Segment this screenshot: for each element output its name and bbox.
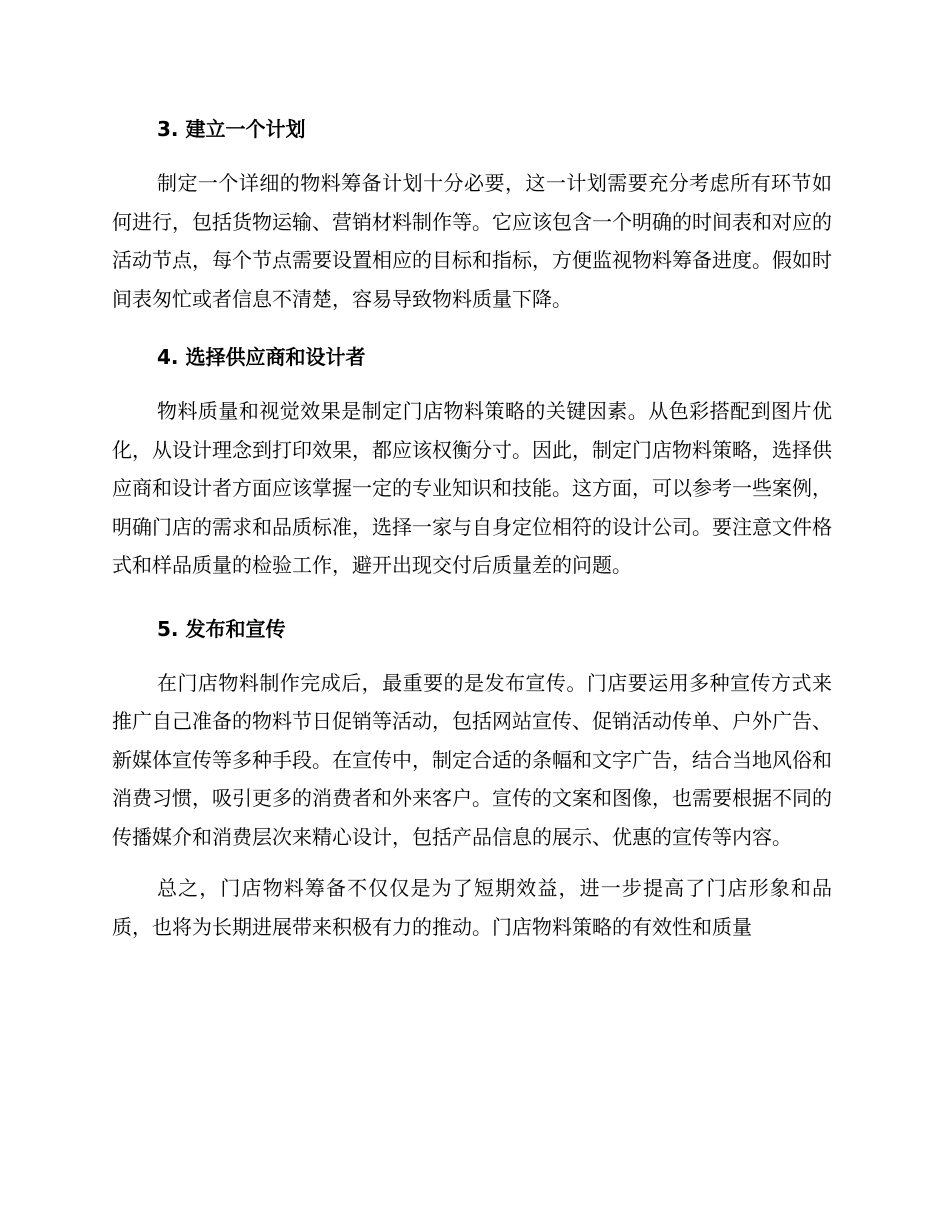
section-heading-suppliers: 4. 选择供应商和设计者 — [157, 345, 366, 369]
conclusion-paragraph: 总之，门店物料筹备不仅仅是为了短期效益，进一步提高了门店形象和品质，也将为长期进展带来积极有力的推动。门店物料策略的有效性和质量 — [112, 876, 832, 939]
section-paragraph-publish: 在门店物料制作完成后，最重要的是发布宣传。门店要运用多种宣传方式来推广自己准备的物料节日促销等活动，包括网站宣传、促销活动传单、户外广告、新媒体宣传等多种手段。在宣传中，制定合适的条幅和文字广告，结合当地风俗和消费习惯，吸引更多的消费者和外来客户。宣传的文案和图像，也需要根据不同的传播媒介和消费层次来精心设计，包括产品信息的展示、优惠的宣传等内容。 — [112, 670, 832, 849]
section-paragraph-suppliers: 物料质量和视觉效果是制定门店物料策略的关键因素。从色彩搭配到图片优化，从设计理念到打印效果，都应该权衡分寸。因此，制定门店物料策略，选择供应商和设计者方面应该掌握一定的专业知识和技能。这方面，可以参考一些案例，明确门店的需求和品质标准，选择一家与自身定位相符的设计公司。要注意文件格式和样品质量的检验工作，避开出现交付后质量差的问题。 — [112, 399, 832, 577]
section-paragraph-plan: 制定一个详细的物料筹备计划十分必要，这一计划需要充分考虑所有环节如何进行，包括货物运输、营销材料制作等。它应该包含一个明确的时间表和对应的活动节点，每个节点需要设置相应的目标和指标，方便监视物料筹备进度。假如时间表匆忙或者信息不清楚，容易导致物料质量下降。 — [112, 171, 832, 311]
document-body — [112, 112, 832, 946]
section-heading-publish: 5. 发布和宣传 — [157, 616, 286, 641]
section-heading-plan: 3. 建立一个计划 — [157, 117, 306, 141]
